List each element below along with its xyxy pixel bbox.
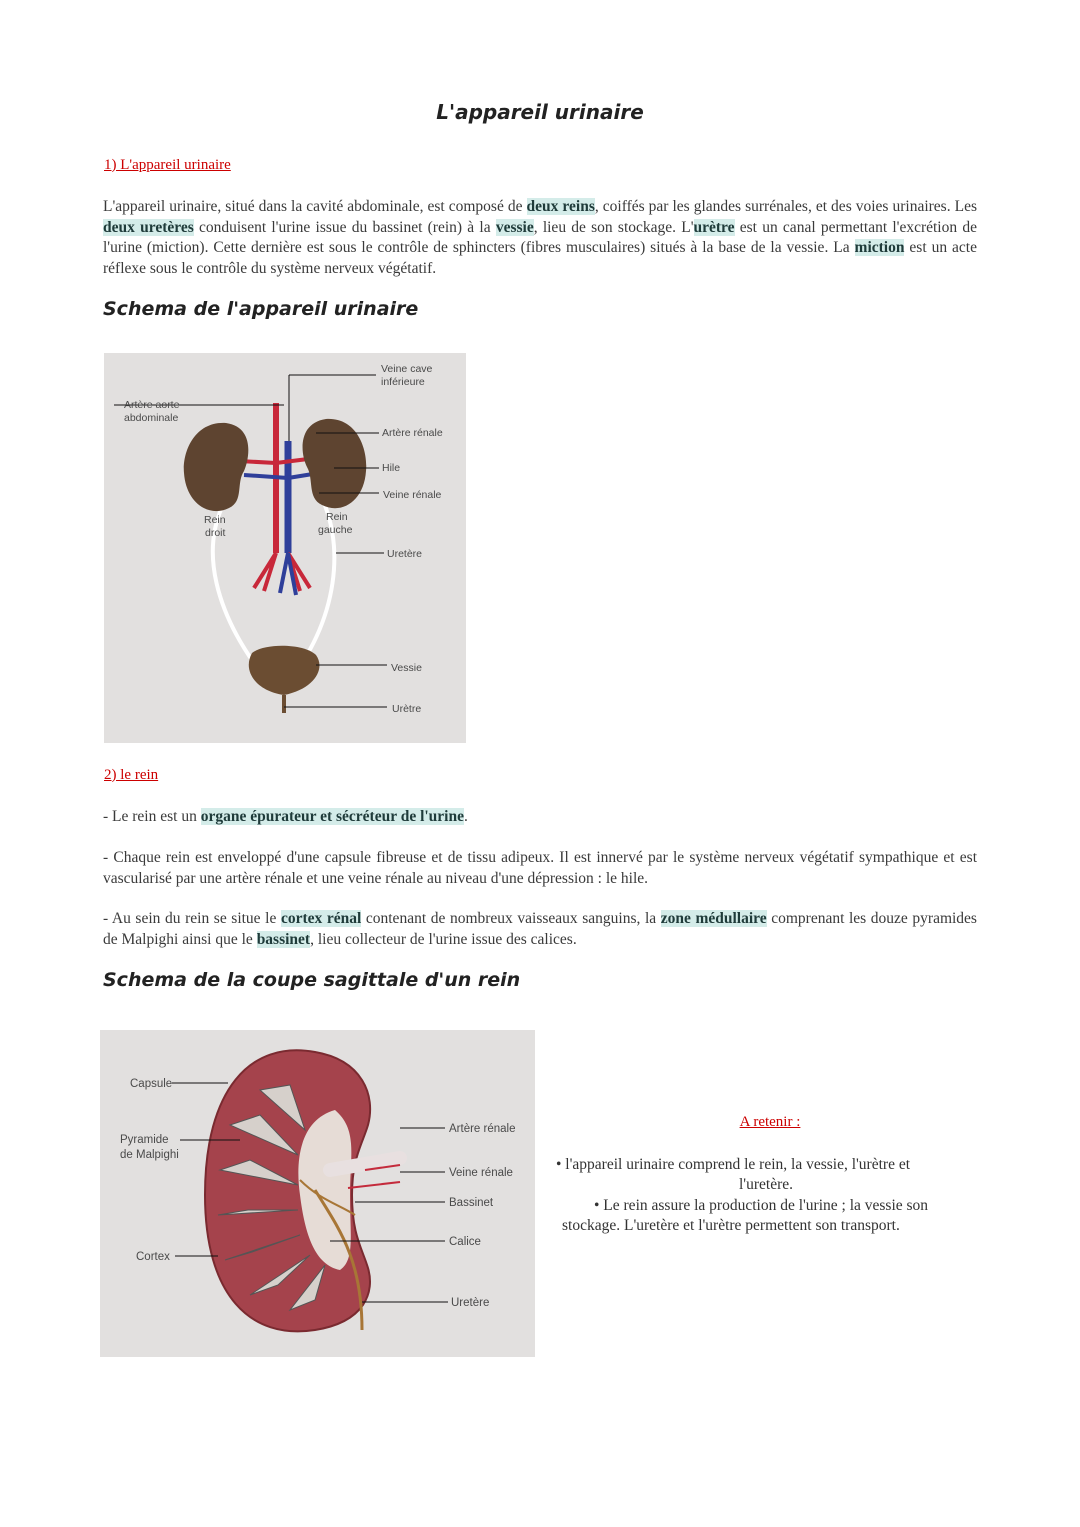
- label-rein-droit-2: droit: [205, 527, 226, 539]
- highlight-deux-reins: deux reins: [526, 198, 595, 215]
- page-title: L'appareil urinaire: [436, 100, 644, 124]
- highlight-zone-medullaire: zone médullaire: [660, 910, 767, 927]
- label-veine-renale-2: Veine rénale: [449, 1167, 513, 1179]
- retenir-line-1: • l'appareil urinaire comprend le rein, la vessie, l'urètre et: [556, 1156, 911, 1173]
- schema-heading-rein: Schema de la coupe sagittale d'un rein: [103, 969, 521, 991]
- label-rein-gauche-1: Rein: [326, 511, 348, 523]
- label-calice: Calice: [449, 1236, 481, 1248]
- label-veine-renale: Veine rénale: [383, 489, 442, 501]
- retenir-line-3: • Le rein assure la production de l'urine ; la vessie son: [594, 1197, 929, 1214]
- schema-heading-appareil: Schema de l'appareil urinaire: [103, 298, 419, 320]
- bullet-rein-capsule: - Chaque rein est enveloppé d'une capsule fibreuse et de tissu adipeux. Il est innervé par le système nerveux végétatif sympathique et est vascularisé par une artère rénale et une veine rénale au niveau d'une dépression : le hile.: [103, 849, 977, 887]
- paragraph-appareil: L'appareil urinaire, situé dans la cavité abdominale, est composé de deux reins, coiffés par les glandes surrénales, et des voies urinaires. Les deux uretères conduisent l'urine issue du bassinet (rein) à la vessie, lieu de son stockage. L'urètre est un canal permettant l'excrétion de l'urine (miction). Cette dernière est sous le contrôle de sphincters (fibres musculaires) situés à la base de la vessie. La miction est un acte réflexe sous le contrôle du système nerveux végétatif.: [103, 198, 977, 277]
- section-heading-rein: 2) le rein: [104, 767, 159, 783]
- label-uretere-2: Uretère: [451, 1297, 490, 1309]
- label-hile: Hile: [382, 462, 401, 474]
- label-pyramide-1: Pyramide: [120, 1134, 169, 1146]
- vessie-shape: [249, 646, 320, 695]
- renal-vein-right-shape: [244, 475, 288, 478]
- label-uretre: Urètre: [392, 703, 422, 715]
- rein-gauche-shape: [303, 419, 367, 508]
- figure-appareil-urinaire: [104, 353, 466, 743]
- label-rein-gauche-2: gauche: [318, 524, 353, 536]
- highlight-bassinet: bassinet: [256, 930, 311, 948]
- label-capsule: Capsule: [130, 1078, 173, 1090]
- highlight-cortex-renal: cortex rénal: [280, 910, 362, 927]
- label-rein-droit-1: Rein: [204, 514, 226, 526]
- label-veine-cave-2: inférieure: [381, 376, 425, 388]
- label-aorte-1: Artère aorte: [124, 399, 180, 411]
- urinary-system-illustration: [104, 353, 466, 743]
- section-heading-appareil: 1) L'appareil urinaire: [104, 157, 231, 173]
- highlight-vessie: vessie: [495, 218, 534, 236]
- arrow-out-shape: [348, 1182, 400, 1188]
- bullet-rein-structure: - Au sein du rein se situe le cortex rénal contenant de nombreux vaisseaux sanguins, la zone médullaire comprenant les douze pyramides de Malpighi ainsi que le bassinet, lieu collecteur de l'urine issue des calices.: [103, 910, 977, 948]
- label-vessie: Vessie: [391, 662, 422, 674]
- label-bassinet: Bassinet: [449, 1197, 494, 1209]
- label-aorte-2: abdominale: [124, 412, 179, 424]
- label-artere-renale-2: Artère rénale: [449, 1123, 516, 1135]
- highlight-deux-ureteres: deux uretères: [103, 218, 194, 236]
- highlight-miction: miction: [854, 239, 905, 256]
- label-artere-renale: Artère rénale: [382, 427, 443, 439]
- retenir-heading: A retenir :: [739, 1114, 801, 1130]
- retenir-line-4: stockage. L'uretère et l'urètre permettent son transport.: [562, 1217, 900, 1234]
- label-cortex: Cortex: [136, 1251, 170, 1263]
- label-veine-cave-1: Veine cave: [381, 363, 433, 375]
- label-pyramide-2: de Malpighi: [120, 1149, 179, 1161]
- kidney-section-illustration: [100, 1030, 535, 1357]
- label-uretere: Uretère: [387, 548, 423, 560]
- retenir-line-2: l'uretère.: [739, 1176, 793, 1193]
- rein-droit-shape: [184, 423, 249, 511]
- highlight-uretre: urètre: [693, 218, 735, 236]
- highlight-organe-epurateur: organe épurateur et sécréteur de l'urine: [200, 808, 464, 825]
- bullet-rein-organe: - Le rein est un organe épurateur et sécréteur de l'urine.: [103, 808, 468, 825]
- figure-coupe-rein: [100, 1030, 535, 1357]
